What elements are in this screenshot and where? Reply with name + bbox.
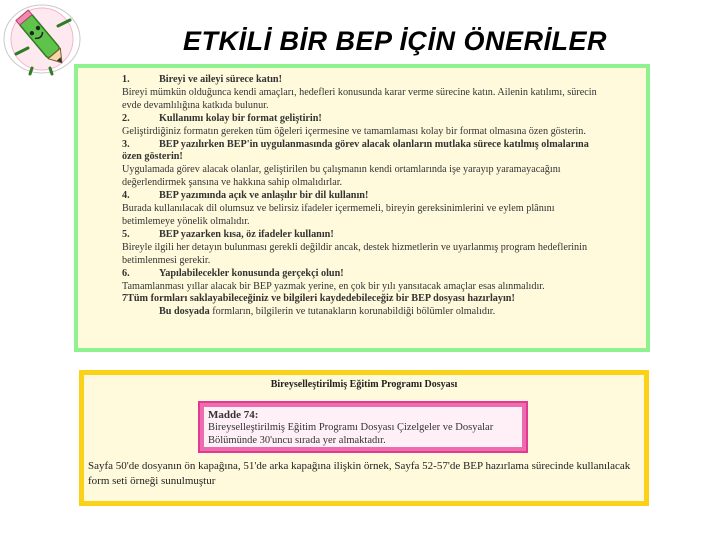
tip-5-body-line: betimlenmesi gerekir. [122,254,211,266]
tip-3-heading-cont: özen gösterin! [122,151,183,163]
page-reference-text: Sayfa 50'de dosyanın ön kapağına, 51'de arka kapağına ilişkin örnek, Sayfa 52-57'de BEP hazırlama sürecinde kullanılacak form seti örneği sunulmuştur [88,460,631,487]
recommendations-text [122,74,640,319]
madde-text: Bireyselleştirilmiş Eğitim Programı Dosyası Çizelgeler ve Dosyalar Bölümünde 30'uncu sırada yer almaktadır. [208,422,494,446]
page-title: ETKİLİ BİR BEP İÇİN ÖNERİLER [182,26,608,56]
tip-1-body-line: Bireyi mümkün olduğunca kendi amaçları, hedefleri konusunda karar verme sürecine katın. Ailenin katılımı, sürecin [122,86,597,98]
tip-4-body-line: betimlemeye yönelik olmalıdır. [122,215,250,227]
tip-7-heading: 7Tüm formları saklayabileceğiniz ve bilgileri kaydedebileceğiz bir BEP dosyası hazırlayın! [122,293,515,305]
tip-5-body-line: Bireyle ilgili her detayın bulunması gerekli değildir ancak, destek hizmetlerin ve uyarlanmış program hedeflerinin [122,241,588,253]
tip-5-heading: 5. BEP yazarken kısa, öz ifadeler kullanın! [122,228,334,240]
tip-2-body-line: Geliştirdiğiniz formatın gereken tüm öğeleri içermesine ve tamamlaması kolay bir format olmasına özen gösterin. [122,125,586,137]
madde-callout [198,401,528,453]
tip-4-heading: 4. BEP yazımında açık ve anlaşılır bir dil kullanın! [122,190,369,202]
madde-title: Madde 74: [208,409,259,421]
tip-1-heading: 1. Bireyi ve aileyi sürece katın! [122,74,282,85]
tip-2-heading: 2. Kullanımı kolay bir format geliştirin! [122,112,322,124]
tip-3-body-line: değerlendirmek şansına ve hakkına sahip olmalıdırlar. [122,177,343,189]
tip-6-heading: 6. Yapılabilecekler konusunda gerçekçi olun! [122,267,344,279]
tip-6-body-line: Tamamlanması yıllar alacak bir BEP yazmak yerine, en çok bir yılı yansıtacak amaçlar esas alınmalıdır. [122,280,545,292]
tip-1-body-line: evde devamlılığına katkıda bulunur. [122,99,269,111]
recommendations-panel [74,64,650,352]
bep-file-title: Bireyselleştirilmiş Eğitim Programı Dosyası [270,379,458,390]
bep-file-panel [79,370,649,506]
tip-3-heading: 3. BEP yazılırken BEP'in uygulanmasında görev alacak olanların mutlaka sürece katılmış olmalarına [122,138,589,150]
closing-note: Bu dosyada formların, bilgilerin ve tutanakların korunabildiği bölümler olmalıdır. [159,306,496,318]
tip-4-body-line: Burada kullanılacak dil olumsuz ve belirsiz ifadeler içermemeli, bireyin gereksinimlerini ve eylem plânını [122,203,555,215]
tip-3-body-line: Uygulamada görev alacak olanlar, geliştirilen bu çalışmanın kendi ortamlarında işe yarayıp yaramayacağını [122,164,561,176]
